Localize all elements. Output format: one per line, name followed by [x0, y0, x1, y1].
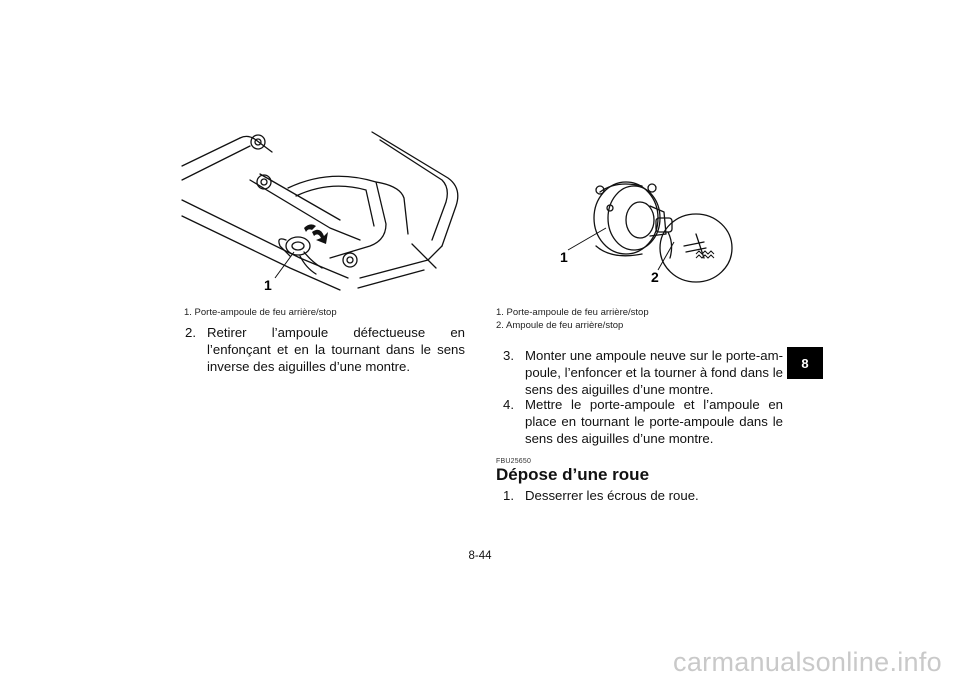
- watermark: carmanualsonline.info: [673, 647, 942, 677]
- instruction-step: [503, 347, 783, 398]
- figure-caption-2: 2. Ampoule de feu arrière/stop: [496, 320, 624, 331]
- figure-label-2: 2: [651, 269, 659, 285]
- figure-caption: 1. Porte-ampoule de feu arrière/stop: [184, 307, 337, 318]
- step-text: Retirer l’ampoule défectueuse en l’enfonçant et en la tournant dans le sens inverse des aiguilles d’une montre.: [207, 325, 465, 374]
- page-number: 8-44: [468, 550, 492, 562]
- instruction-step: [185, 324, 465, 375]
- step-text: Mettre le porte-ampoule et l’ampoule en place en tournant le porte-ampoule dans le sens des aiguilles d’une montre.: [525, 397, 783, 446]
- figure-label-1: 1: [264, 277, 272, 293]
- step-number: 2.: [185, 325, 196, 340]
- section-heading: Dépose d’une roue: [496, 465, 650, 484]
- section-code: FBU25650: [496, 458, 532, 465]
- step-number: 4.: [503, 397, 514, 412]
- tail-light-figure: [180, 128, 470, 293]
- instruction-step: [503, 487, 783, 504]
- figure-caption-1: 1. Porte-ampoule de feu arrière/stop: [496, 307, 649, 318]
- figure-label-1: 1: [560, 249, 568, 265]
- bulb-holder-figure: [556, 168, 746, 296]
- step-number: 1.: [503, 488, 514, 503]
- step-number: 3.: [503, 348, 514, 363]
- chapter-tab: 8: [787, 347, 823, 379]
- step-text: Desserrer les écrous de roue.: [525, 488, 699, 503]
- step-text: Monter une ampoule neuve sur le porte-am-poule, l’enfoncer et la tourner à fond dans le sens des aiguilles d’une montre.: [525, 348, 783, 397]
- instruction-step: [503, 396, 783, 447]
